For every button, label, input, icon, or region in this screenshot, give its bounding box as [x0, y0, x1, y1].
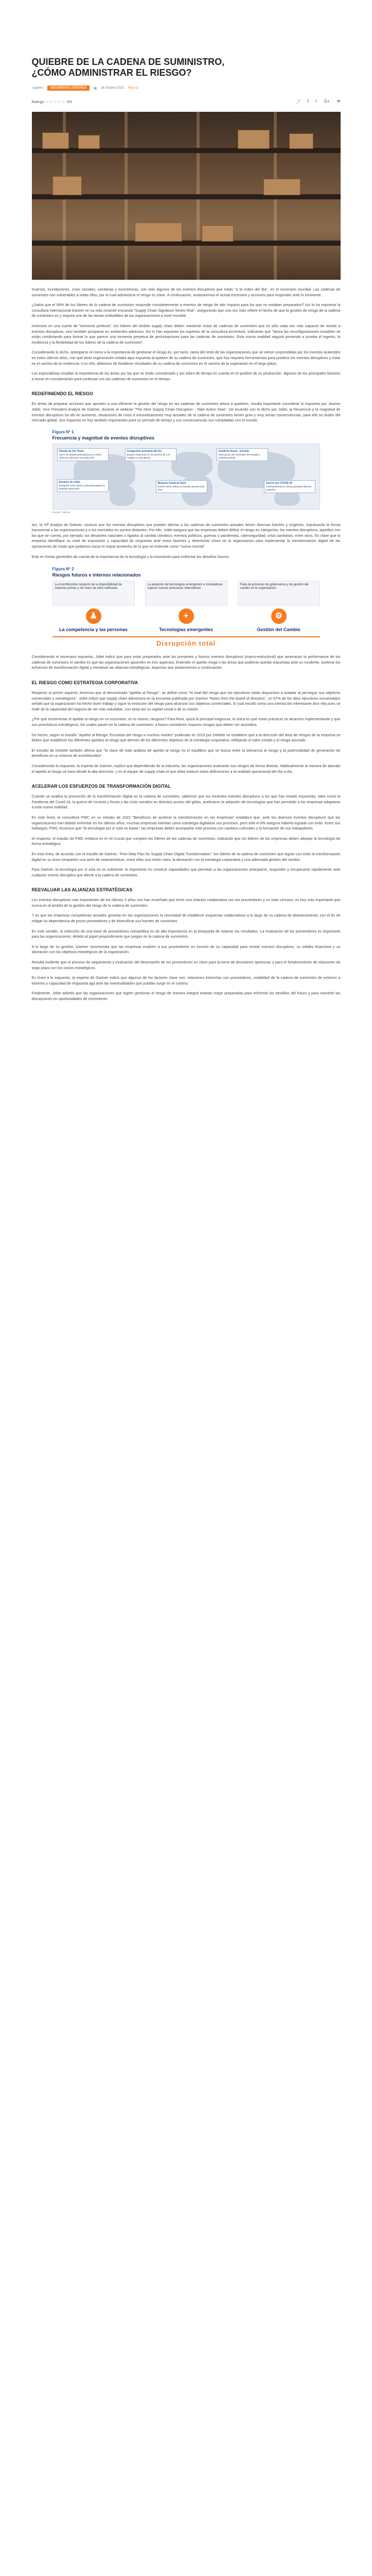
event-box: Congestión portuaria EE.UU. Buques esperando en los puertos de Los Ángeles y Long Beach. [125, 448, 176, 462]
paragraph: Resulta evidente que el proceso de seguimiento y evaluación del desempeño de los proveedores es clave para la toma de decisiones oportunas y para el fortalecimiento de relaciones de largo plazo con los socios estratégicos. [31, 960, 341, 970]
section-heading: ACELERAR LOS ESFUERZOS DE TRANSFORMACIÓN DIGITAL [31, 784, 171, 789]
risk-column [52, 581, 135, 632]
plus-icon: + [179, 608, 194, 624]
intro-paragraphs [32, 287, 341, 382]
email-icon[interactable]: ✉ [336, 99, 341, 104]
google-plus-icon[interactable]: G+ [324, 99, 330, 104]
risk-column [145, 581, 227, 632]
article-note: Para 12 [128, 87, 139, 90]
paragraph: ¿Por qué incrementar el apetito al riesgo en un escenario, en lo mismo, riesgoso? Para Roni, quizá la principal exigencia, la única es que estas prácticas se alcancen implementando y que sus pronósticos estratégicos, los cuales pasen en la cadena de suministro, a futuro consideren mayores riesgos que deben ser asumidos. [31, 717, 341, 727]
figure-title: Riesgos futuros e internos relacionados [52, 572, 141, 578]
figure-label: Figura Nº 1 [52, 429, 74, 434]
paragraph: A lo largo de su gestión, Gartner recomienda que las empresas evalúen a sus proveedores en función de su capacidad para resistir eventos disruptivos, su solidez financiera y su alineación con los objetivos estratégicos de la organización. [31, 944, 341, 955]
paragraph: En esta línea, de acuerdo con el estudio de Gartner, "Five-Step Plan for Supply Chain Digital Transformation", los líderes de la cadena de suministro que logran con éxito la transformación digital en su área comparten una serie de características, entre ellas una visión clara, la alineación con la estrategia corporativa y una adecuada gestión del cambio. [31, 851, 341, 862]
event-box: Bloqueo Canal de Suez El Ever Given detuvo el tránsito durante seis días. [156, 480, 207, 494]
figure-1 [52, 430, 320, 514]
article-body [32, 287, 341, 1002]
paragraph: Al respecto, el estudio de PWC enfatiza en el rol crucial que cumplen los líderes de las cadenas de suministro, indicando que los líderes de las empresas deben adoptar la tecnología de forma estratégica. [31, 836, 341, 846]
event-box: Conflicto Rusia - Ucrania Interrupción del suministro de energía y materias primas. [217, 448, 268, 462]
event-box: Escasez de chips Desajuste entre oferta y demanda golpea la industria automotriz. [57, 479, 109, 493]
section-heading: REEVALUAR LAS ALIANZAS ESTRATÉGICAS [31, 887, 133, 893]
figure-banner: Disrupción total [52, 636, 320, 647]
paragraph: Considerando lo expuesto, la experta de Gartner, explicó que dependiendo de la industria, las organizaciones evaluarán sus riesgos de forma distinta. Habitualmente la manera de abordar el apetito al riesgo se hace desde la alta dirección, y es el equipo de supply chain el que debe traducir estas definiciones a la realidad operacional del día a día. [31, 763, 341, 774]
paragraph: Los eventos disruptivos más importantes de los últimos 3 años nos han enseñado que tener una relación colaborativa con los proveedores y un trato cercano, es hoy más importante que nunca en el ámbito de la gestión del riesgo de la cadena de suministro. [31, 897, 341, 908]
paragraph: Cuando se analiza la promoción de la transformación digital en la cadena de suministro, sabemos que los recientes eventos disruptivos a los que han estado expuestas, tales como la Pandemia del Covid-19, la guerra de Ucrania y Rusia y las crisis sociales en distintos puntos del globo, aceleraron la adopción de tecnologías que han permitido a las empresas adaptarse a esta nueva realidad. [31, 794, 341, 810]
rating-label: Ratings [31, 100, 44, 104]
rating-share-row [32, 99, 341, 105]
event-box: Cierres por COVID-19 Confinamientos en China paralizan fábricas y puertos. [264, 480, 315, 494]
paragraph: ¿Sabía que el 68% de los líderes de la cadena de suministro responde constantemente a eventos de riesgo de alto impacto para los que no estaban preparados? Así lo ha expuesto la consultora internacional Gartner en su más reciente encuesta "Supply Chain Signature Series Risk", asegurando que una vez más refiere el hecho de que la gestión de riesgo de la cadena de suministro es y seguirá una de las tareas irrebatibles de las organizaciones a nivel mundial. [31, 302, 341, 318]
paragraph: Considerando lo dicho, anticiparse en torno a la importancia de gestionar el riesgo es, por tanto, tarea del resto de las organizaciones que se vieron sorprendidas por los eventos acaecidos en estos últimos años, con qué tanta organización estaba aquí expuesta al quiebre de su cadena de suministro, que hoy requiere herramientas para predecir los eventos disruptivos y estar en el camino de la resiliencia. Con ello, debemos de fortalecer resultados de su cadena de suministro en el camino de la superación en el largo plazo. [31, 350, 341, 366]
event-box: Oleada de frío Texas Cierre de plantas petroquímicas y cortes eléctricos afectaron la producción. [57, 448, 109, 462]
risk-name: La competencia y las personas [59, 627, 128, 633]
figure-2 [52, 567, 320, 647]
paragraph: Los especialistas resaltan la importancia de las áreas por las que se están considerado y así sobre de tiempo en cuenta en el quiebre de su producción, algunos de los principales factores a tomar en consideración para continuar con las cadenas de suministro en el tiempo. [31, 371, 341, 381]
section-heading: EL RIESGO COMO ESTRATEGIA CORPORATIVA [31, 680, 138, 686]
figure-label: Figura Nº 2 [52, 567, 74, 572]
article-header [32, 0, 341, 280]
paragraph: Respecto al primer aspecto, tenemos que al denominado "apetito al Riesgo", se define como "el total del riesgo que los ejecutivos están dispuestos a aceptar al perseguir sus objetivos comerciales y estratégicos". Joliet indicó que supply chain administra en la encuesta publicada por Gartner "Notes from the board of directors", un 67% de los altos ejecutivos encuestados señaló que la organización ha hecho buen trabajo y sigue la evolución del riesgo para alcanzar sus objetivos comerciales, lo cual resultó como una interacción interesante dice ella pues se mide de la capacidad del negocio de ser más saludable, con tanto así su capital social o de su misión. [31, 690, 341, 711]
paragraph: De hecho, según el estudio "Apetito al Riesgo: Encuesta del riesgo a muchos niveles" publicado en 2019 por Deloitte se establece que a la dirección del área de riesgos de la empresa se deben que establecer los diferentes apetitos al riesgo que deriven de los diferentes objetivos de la estrategia corporativa; reflejando el valor creado y el riesgo asumido. [31, 732, 341, 743]
risk-description: Falta de procesos de gobernanza y de gestión del cambio en la organización. [238, 581, 320, 605]
author-link[interactable]: Logistec [31, 87, 43, 90]
paragraph: Así, la VP Analyst de Gartner, sostuvo que los eventos disruptivos que pueden afectar a las cadenas de suministro actuales tienen diversas fuentes y orígenes, impulsando la forma transversal a las organizaciones y a los mercados en puntos distantes. Por ello, Joliet asegura que las empresas deben definir el riesgo en categorías: los eventos disruptivos, aquellos con los que se cuenta, por ejemplo: los desastres naturales o ligados al cambio climático; eventos políticos, guerras y pandemias; ciberseguridad; crisis sanitarias, entre otros. Es clave que la empresa identifique su nivel de exposición y capacidad de respuesta ante estos factores y determinar cómo se la organización para implementar la transformación digital de las operaciones de modo que podamos sacar el mayor provecho de lo que se entiende como "nuevo normal". [31, 522, 341, 549]
world-map [52, 444, 320, 510]
paragraph: En este sentido, la selección de una base de proveedores competitiva es de alta importancia en la búsqueda de mejorar los resultados. La evaluación de los proveedores es importante para las organizaciones, debido al papel preponderante que juegan en la cadena de suministro. [31, 928, 341, 939]
gear-icon: ⚙ [271, 608, 287, 624]
paragraph: Finalmente, Joliet advirtió que las organizaciones que logren gestionar el riesgo de manera integral estarán mejor preparadas para enfrentar los desafíos del futuro y para convertir las disrupciones en oportunidades de crecimiento. [31, 991, 341, 1001]
paragraph: Inmersos en una suerte de "tormenta perfecta", los líderes del ámbito supply chain deben mantener estas de cadenas de suministro que es sólo cada vez más capaces de resistir a eventos disruptivos, sino también prosperar en ambientes adversos. Así lo han expuesto los expertos de la consultora Accenture, indicando que "ahora las reconfiguraciones invisibles se están combinando para formar lo que parece una tormenta perpetua de perturbaciones para las cadenas de suministro. Esta nueva realidad seguirá poniendo a prueba el ingenio, la resiliencia y la flexibilidad de los líderes de la cadena de suministro". [31, 323, 341, 345]
paragraph: El estudio de Deloitte también afirma que "la clave de todo análisis de apetito al riesgo es el equilibrio que se busca entre la tolerancia al riesgo y la potencialidad de generación de beneficios en un entorno de incertidumbre". [31, 748, 341, 758]
article-meta [32, 86, 341, 91]
hero-image [32, 112, 341, 280]
paragraph: Considerando el escenario expuesto, Joliet indicó que para estar preparados ante los presentes y futuros eventos disruptivos (macro-estructural) que amenazan la performance de las cadenas de suministro el cambio es que las organizaciones apuesten en tres aspectos. Entender el apetito mega o las áreas que pudieran quedar expuestas ante un incidente, acelerar los esfuerzos de transformación digital y reevaluar las alianzas estratégicas, aspectos que analizaremos a continuación. [31, 654, 341, 670]
calendar-icon: ▦ [94, 87, 97, 90]
paragraph: Y es que las empresas competitivas actuales generan en las organizaciones la necesidad de establecer esquemas colaborativos a lo largo de su cadena de abastecimiento; con el fin de mitigar su dependencia de pocos proveedores y de diversificar sus fuentes de suministro. [31, 913, 341, 924]
figure-source: Fuente: Gartner [52, 511, 70, 514]
risk-column [238, 581, 320, 632]
risk-name: Tecnologías emergentes [159, 627, 213, 633]
category-tag[interactable]: SEGURIDAD LOGÍSTICA [47, 86, 90, 91]
people-icon: ♟ [86, 608, 101, 624]
paragraph: Para Gartner, la tecnología por sí sola no es suficiente: lo importante es construir capacidades que permitan a las organizaciones anticiparse, responder y recuperarse rápidamente ante cualquier evento disruptivo que afecte a la cadena de suministro. [31, 867, 341, 877]
paragraph: En línea a lo expuesto, la experta de Gartner indicó que algunos de los factores clave son: relaciones estrechas con proveedores, visibilidad de la cadena de suministro de extremo a extremo y capacidad de respuesta ágil ante las eventualidades que puedan surgir en el camino. [31, 975, 341, 986]
rating-stars[interactable]: ☆☆☆☆☆ [45, 99, 66, 104]
share-icons [296, 99, 340, 105]
twitter-icon[interactable]: t [315, 99, 317, 104]
paragraph: En este línea, la consultora PWC en su estudio de 2022 "Beneficios de acelerar la transformación en las empresas" establece que, ante los diversos eventos disruptivos que las organizaciones han debido enfrentar en los últimos años, muchas empresas intentan como estrategia digitalizar sus procesos, pero sólo el 8% asegura haberlo logrado con éxito. Entre sus hallazgos, PWC reconoce que "la tecnología por sí sola no basta": las empresas deben acompañar este proceso con cambios culturales y la formación de sus trabajadores. [31, 815, 341, 831]
risk-description: La adopción de tecnologías emergentes e innovadoras supone nuevas amenazas cibernéticas. [145, 581, 227, 605]
paragraph: En áreas de preparar acciones que apunten a una eficiente la gestión del riesgo en las cadenas de suministro ahora a quiebres, resulta importante considerar lo expuesto por Jeanne Joliet, Vice President Analyst de Gartner, durante el webinar "The Next Supply Chain Disruption - Take Action Now". De acuerdo con lo dicho por Joliet, la frecuencia y la magnitud de eventos disruptivos ha ido en aumento, situaciones de crisis e inmovilizaciones muy actuales de la cadena de suministro tienen gran y muy serias consecuencias, para ello no dudes del mercado global. Sus impactos es hoy también importantes para un período de tiempo y sus consecuencias son compiladas con el mundo. [31, 401, 341, 423]
risk-description: La incertidumbre respecto de la disponibilidad de materias primas y de mano de obra calificada. [52, 581, 135, 605]
facebook-icon[interactable]: f [307, 99, 309, 104]
figure-title: Frecuencia y magnitud de eventos disruptivos [52, 435, 155, 440]
section-heading: REDEFINIENDO EL RIESGO [31, 391, 93, 397]
risk-columns [52, 581, 320, 632]
rating [32, 99, 72, 104]
publish-date: 18 Octubre 2022 [100, 87, 124, 90]
paragraph: Guerras, inundaciones, crisis sociales, sanitarias y económicas, son sólo algunos de los eventos disruptivos que están "a la orden del día", en el escenario mundial. Las cadenas de suministro son vulnerables a todas ellas, por lo cual administrar el riesgo es clave. A continuación, analizaremos el actual escenario y acciones para responder ante lo inminente. [31, 287, 341, 297]
paragraph: Esto en líneas generales da cuenta de la importancia de la tecnología y la innovación para enfrentar los desafíos futuros. [31, 554, 230, 559]
share-icon[interactable]: ⤴ [296, 99, 300, 104]
risk-name: Gestión del Cambio [257, 627, 300, 633]
article-title: QUIEBRE DE LA CADENA DE SUMINISTRO, ¿CÓMO ADMINISTRAR EL RIESGO? [31, 57, 225, 78]
rating-value: 0/5 [67, 100, 72, 104]
